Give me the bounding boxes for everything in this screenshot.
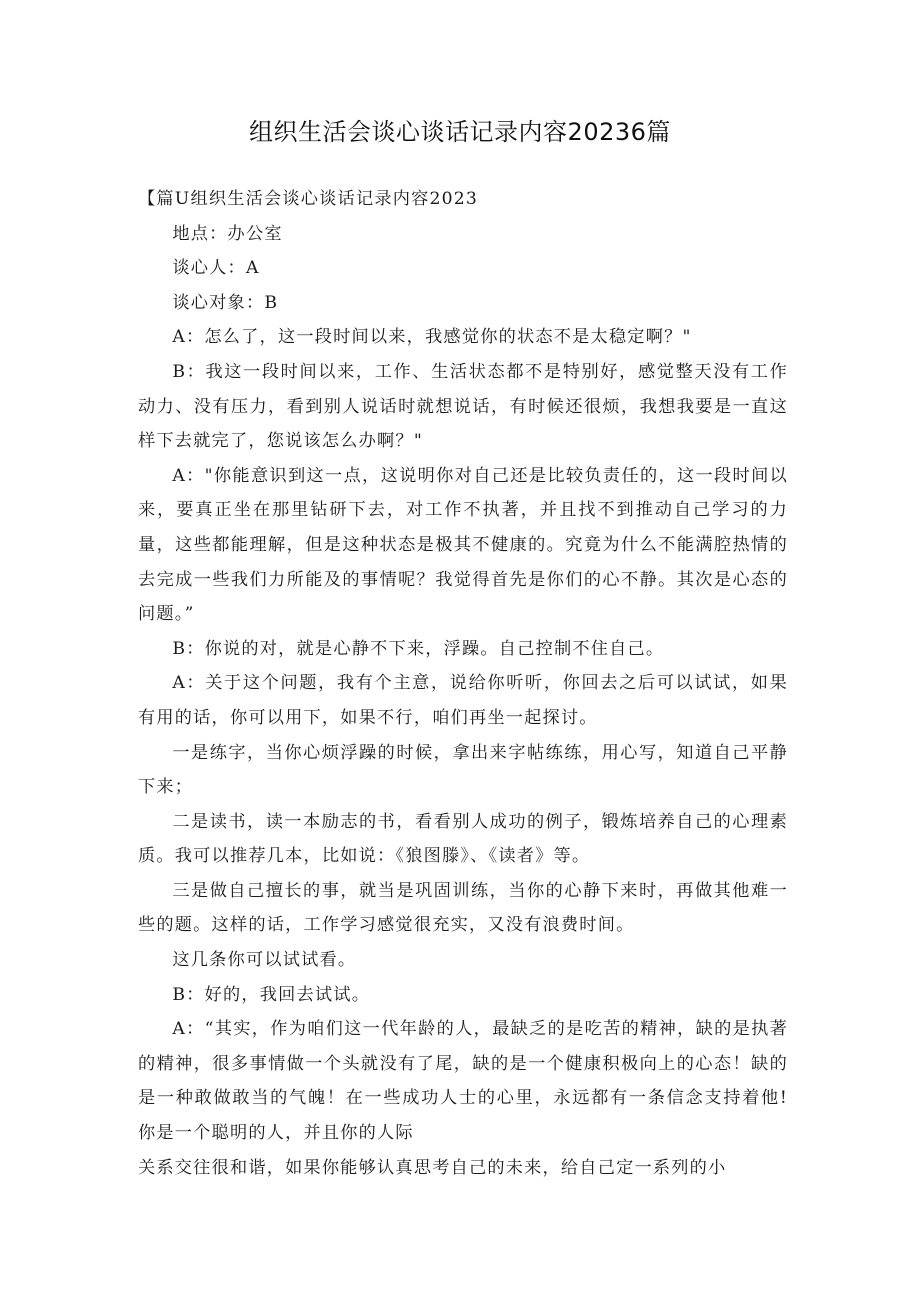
dialogue-paragraph: B：我这一段时间以来，工作、生活状态都不是特别好，感觉整天没有工作动力、没有压力，看到别人说话时就想说话，有时候还很烦，我想我要是一直这样下去就完了，您说该怎么办啊？" — [138, 361, 788, 452]
suggestion-item: 一是练字，当你心烦浮躁的时候，拿出来字帖练练，用心写，知道自己平静下来； — [138, 742, 788, 798]
continued-paragraph: 关系交往很和谐，如果你能够认真思考自己的未来，给自己定一系列的小 — [138, 1157, 727, 1178]
dialogue-paragraph: A："你能意识到这一点，这说明你对自己还是比较负责任的，这一段时间以来，要真正坐在那里钻研下去，对工作不执著，并且找不到推动自己学习的力量，这些都能理解，但是这种状态是极其不健康的。究竟为什么不能满腔热情的去完成一些我们力所能及的事情呢？我觉得首先是你们的心不静。其次是心态的问题。” — [138, 465, 788, 625]
talk-target: 谈心对象：B — [172, 292, 279, 313]
dialogue-paragraph: B：你说的对，就是心静不下来，浮躁。自己控制不住自己。 — [172, 638, 665, 659]
section-heading: 【篇U组织生活会谈心谈话记录内容2023 — [138, 189, 479, 209]
document-title: 组织生活会谈心谈话记录内容20236篇 — [249, 118, 671, 146]
meeting-location: 地点：办公室 — [172, 223, 283, 244]
talker: 谈心人：A — [172, 258, 260, 279]
dialogue-paragraph: B：好的，我回去试试。 — [172, 984, 371, 1005]
dialogue-paragraph: A：关于这个问题，我有个主意，说给你听听，你回去之后可以试试，如果有用的话，你可以用下，如果不行，咱们再坐一起探讨。 — [138, 673, 788, 728]
dialogue-paragraph: A：“其实，作为咱们这一代年龄的人，最缺乏的是吃苦的精神，缺的是执著的精神，很多事情做一个头就没有了尾，缺的是一个健康积极向上的心态！缺的是一种敢做敢当的气魄！在一些成功人士的心里，永远都有一条信念支持着他!你是一个聪明的人，并且你的人际 — [138, 1019, 788, 1144]
document-body — [138, 182, 788, 1185]
dialogue-paragraph: A：怎么了，这一段时间以来，我感觉你的状态不是太稳定啊？" — [172, 327, 692, 348]
suggestion-item: 三是做自己擅长的事，就当是巩固训练，当你的心静下来时，再做其他难一些的题。这样的话，工作学习感觉很充实，又没有浪费时间。 — [138, 880, 788, 936]
dialogue-paragraph: 这几条你可以试试看。 — [172, 950, 357, 971]
suggestion-item: 二是读书，读一本励志的书，看看别人成功的例子，锻炼培养自己的心理素质。我可以推荐几本，比如说：《狼图滕》、《读者》等。 — [138, 811, 788, 867]
